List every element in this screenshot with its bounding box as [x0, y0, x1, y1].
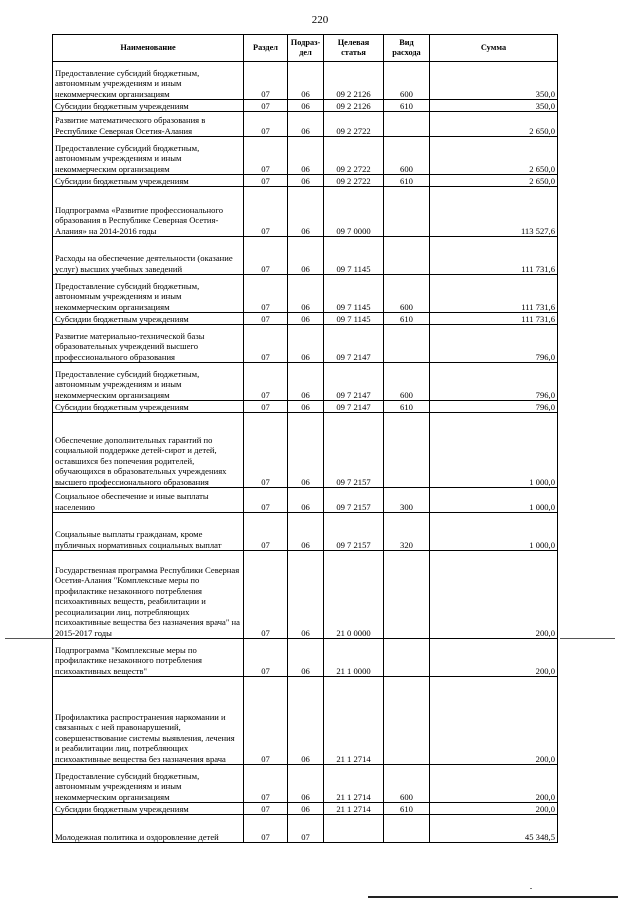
cell-subsection: 06: [288, 513, 324, 551]
cell-section: 07: [244, 413, 288, 488]
cell-type: 610: [384, 401, 430, 413]
cell-name: Расходы на обеспечение деятельности (оказание услуг) высших учебных заведений: [53, 237, 244, 275]
cell-target: 09 7 2147: [324, 363, 384, 401]
cell-type: 320: [384, 513, 430, 551]
footer-rule: [368, 896, 618, 898]
cell-type: 300: [384, 488, 430, 513]
cell-subsection: 06: [288, 112, 324, 137]
cell-subsection: 06: [288, 137, 324, 175]
table-row: [53, 815, 558, 843]
cell-name: Обеспечение дополнительных гарантий по социальной поддержке детей-сирот и детей, оставшихся без попечения родителей, обучающихся в образовательных учреждениях высшего профессионального образования: [53, 413, 244, 488]
table-body: [53, 62, 558, 843]
cell-type: 600: [384, 275, 430, 313]
cell-sum: 796,0: [430, 363, 558, 401]
cell-subsection: 06: [288, 275, 324, 313]
table-row: [53, 325, 558, 363]
cell-name: Субсидии бюджетным учреждениям: [53, 100, 244, 112]
table-row: [53, 112, 558, 137]
cell-subsection: 06: [288, 488, 324, 513]
cell-sum: 1 000,0: [430, 413, 558, 488]
cell-subsection: 06: [288, 639, 324, 677]
cell-name: Развитие математического образования в Республике Северная Осетия-Алания: [53, 112, 244, 137]
cell-sum: 111 731,6: [430, 237, 558, 275]
cell-target: 21 1 2714: [324, 677, 384, 765]
margin-line-left: [5, 638, 53, 639]
cell-type: [384, 677, 430, 765]
cell-name: Социальное обеспечение и иные выплаты населению: [53, 488, 244, 513]
cell-name: Предоставление субсидий бюджетным, автономным учреждениям и иным некоммерческим организациям: [53, 765, 244, 803]
cell-name: Подпрограмма "Комплексные меры по профилактике незаконного потребления психоактивных веществ": [53, 639, 244, 677]
cell-subsection: 06: [288, 551, 324, 639]
cell-type: 610: [384, 803, 430, 815]
table-header-row: [53, 35, 558, 62]
table-row: [53, 187, 558, 237]
page-number: 220: [311, 14, 329, 26]
cell-name: Предоставление субсидий бюджетным, автономным учреждениям и иным некоммерческим организациям: [53, 137, 244, 175]
cell-section: 07: [244, 513, 288, 551]
table-row: [53, 175, 558, 187]
cell-type: [384, 639, 430, 677]
cell-name: Субсидии бюджетным учреждениям: [53, 803, 244, 815]
cell-target: [324, 815, 384, 843]
margin-line-right: [560, 638, 615, 639]
cell-section: 07: [244, 551, 288, 639]
cell-name: Подпрограмма «Развитие профессионального образования в Республике Северная Осетия-Алания» на 2014-2016 годы: [53, 187, 244, 237]
cell-name: Социальные выплаты гражданам, кроме публичных нормативных социальных выплат: [53, 513, 244, 551]
cell-target: 09 7 2157: [324, 488, 384, 513]
cell-target: 09 7 2147: [324, 325, 384, 363]
cell-subsection: 06: [288, 325, 324, 363]
cell-name: Молодежная политика и оздоровление детей: [53, 815, 244, 843]
cell-subsection: 06: [288, 62, 324, 100]
cell-name: Развитие материально-технической базы образовательных учреждений высшего профессионального образования: [53, 325, 244, 363]
cell-target: 09 7 1145: [324, 237, 384, 275]
cell-subsection: 06: [288, 401, 324, 413]
cell-sum: 200,0: [430, 803, 558, 815]
cell-type: 600: [384, 363, 430, 401]
cell-target: 09 7 2157: [324, 413, 384, 488]
cell-target: 09 7 1145: [324, 313, 384, 325]
cell-sum: 113 527,6: [430, 187, 558, 237]
table-row: [53, 62, 558, 100]
cell-subsection: 06: [288, 765, 324, 803]
cell-sum: 45 348,5: [430, 815, 558, 843]
column-header-section: Раздел: [244, 35, 288, 62]
cell-section: 07: [244, 803, 288, 815]
cell-target: 21 1 2714: [324, 765, 384, 803]
table-row: [53, 401, 558, 413]
cell-section: 07: [244, 137, 288, 175]
cell-target: 09 2 2126: [324, 62, 384, 100]
cell-sum: 796,0: [430, 401, 558, 413]
cell-section: 07: [244, 639, 288, 677]
cell-name: Субсидии бюджетным учреждениям: [53, 175, 244, 187]
cell-name: Предоставление субсидий бюджетным, автономным учреждениям и иным некоммерческим организациям: [53, 275, 244, 313]
cell-type: 610: [384, 100, 430, 112]
cell-section: 07: [244, 401, 288, 413]
cell-type: 600: [384, 137, 430, 175]
cell-target: 09 7 2157: [324, 513, 384, 551]
cell-section: 07: [244, 488, 288, 513]
scan-speck: [530, 888, 532, 889]
table-row: [53, 100, 558, 112]
cell-target: 09 7 2147: [324, 401, 384, 413]
cell-section: 07: [244, 187, 288, 237]
cell-subsection: 06: [288, 413, 324, 488]
cell-target: 09 2 2126: [324, 100, 384, 112]
cell-subsection: 06: [288, 803, 324, 815]
column-header-type: Вид расхода: [384, 35, 430, 62]
table-row: [53, 639, 558, 677]
cell-target: 21 1 2714: [324, 803, 384, 815]
cell-section: 07: [244, 815, 288, 843]
cell-subsection: 06: [288, 237, 324, 275]
cell-name: Предоставление субсидий бюджетным, автономным учреждениям и иным некоммерческим организациям: [53, 62, 244, 100]
table-row: [53, 363, 558, 401]
cell-section: 07: [244, 313, 288, 325]
cell-type: 610: [384, 175, 430, 187]
cell-target: 21 0 0000: [324, 551, 384, 639]
cell-target: 21 1 0000: [324, 639, 384, 677]
cell-type: 600: [384, 62, 430, 100]
cell-section: 07: [244, 765, 288, 803]
cell-sum: 796,0: [430, 325, 558, 363]
cell-sum: 200,0: [430, 765, 558, 803]
column-header-sum: Сумма: [430, 35, 558, 62]
cell-section: 07: [244, 363, 288, 401]
table-row: [53, 765, 558, 803]
cell-name: Субсидии бюджетным учреждениям: [53, 313, 244, 325]
column-header-subsection: Подраз-дел: [288, 35, 324, 62]
cell-sum: 2 650,0: [430, 112, 558, 137]
table-row: [53, 313, 558, 325]
cell-sum: 1 000,0: [430, 513, 558, 551]
column-header-name: Наименование: [53, 35, 244, 62]
table-row: [53, 513, 558, 551]
budget-table: [52, 34, 558, 843]
cell-sum: 200,0: [430, 677, 558, 765]
cell-type: [384, 551, 430, 639]
cell-section: 07: [244, 62, 288, 100]
cell-sum: 2 650,0: [430, 175, 558, 187]
table-row: [53, 237, 558, 275]
cell-subsection: 06: [288, 313, 324, 325]
table-row: [53, 488, 558, 513]
cell-sum: 2 650,0: [430, 137, 558, 175]
cell-sum: 1 000,0: [430, 488, 558, 513]
cell-target: 09 2 2722: [324, 137, 384, 175]
cell-type: [384, 112, 430, 137]
cell-sum: 111 731,6: [430, 313, 558, 325]
table-row: [53, 137, 558, 175]
cell-name: Профилактика распространения наркомании и связанных с ней правонарушений, совершенствование системы выявления, лечения и реабилитации лиц, потребляющих психоактивные вещества без назначения врача: [53, 677, 244, 765]
table-row: [53, 413, 558, 488]
cell-name: Государственная программа Республики Северная Осетия-Алания "Комплексные меры по профилактике незаконного потребления психоактивных веществ, реабилитации и ресоциализации лиц, потребляющих психоактивные вещества без назначения врача" на 2015-2017 годы: [53, 551, 244, 639]
cell-sum: 350,0: [430, 100, 558, 112]
cell-section: 07: [244, 175, 288, 187]
cell-name: Субсидии бюджетным учреждениям: [53, 401, 244, 413]
cell-subsection: 07: [288, 815, 324, 843]
cell-type: 600: [384, 765, 430, 803]
table-row: [53, 677, 558, 765]
cell-target: 09 7 0000: [324, 187, 384, 237]
cell-section: 07: [244, 100, 288, 112]
cell-type: [384, 237, 430, 275]
cell-type: [384, 325, 430, 363]
cell-section: 07: [244, 325, 288, 363]
cell-sum: 350,0: [430, 62, 558, 100]
cell-type: [384, 413, 430, 488]
cell-sum: 111 731,6: [430, 275, 558, 313]
table-row: [53, 275, 558, 313]
cell-sum: 200,0: [430, 639, 558, 677]
cell-section: 07: [244, 112, 288, 137]
column-header-target: Целевая статья: [324, 35, 384, 62]
table-row: [53, 803, 558, 815]
cell-name: Предоставление субсидий бюджетным, автономным учреждениям и иным некоммерческим организациям: [53, 363, 244, 401]
cell-subsection: 06: [288, 100, 324, 112]
cell-subsection: 06: [288, 187, 324, 237]
cell-section: 07: [244, 237, 288, 275]
cell-type: [384, 815, 430, 843]
cell-type: [384, 187, 430, 237]
cell-section: 07: [244, 677, 288, 765]
cell-subsection: 06: [288, 175, 324, 187]
cell-target: 09 2 2722: [324, 175, 384, 187]
cell-sum: 200,0: [430, 551, 558, 639]
cell-section: 07: [244, 275, 288, 313]
cell-target: 09 7 1145: [324, 275, 384, 313]
cell-subsection: 06: [288, 363, 324, 401]
table-row: [53, 551, 558, 639]
cell-type: 610: [384, 313, 430, 325]
cell-target: 09 2 2722: [324, 112, 384, 137]
cell-subsection: 06: [288, 677, 324, 765]
